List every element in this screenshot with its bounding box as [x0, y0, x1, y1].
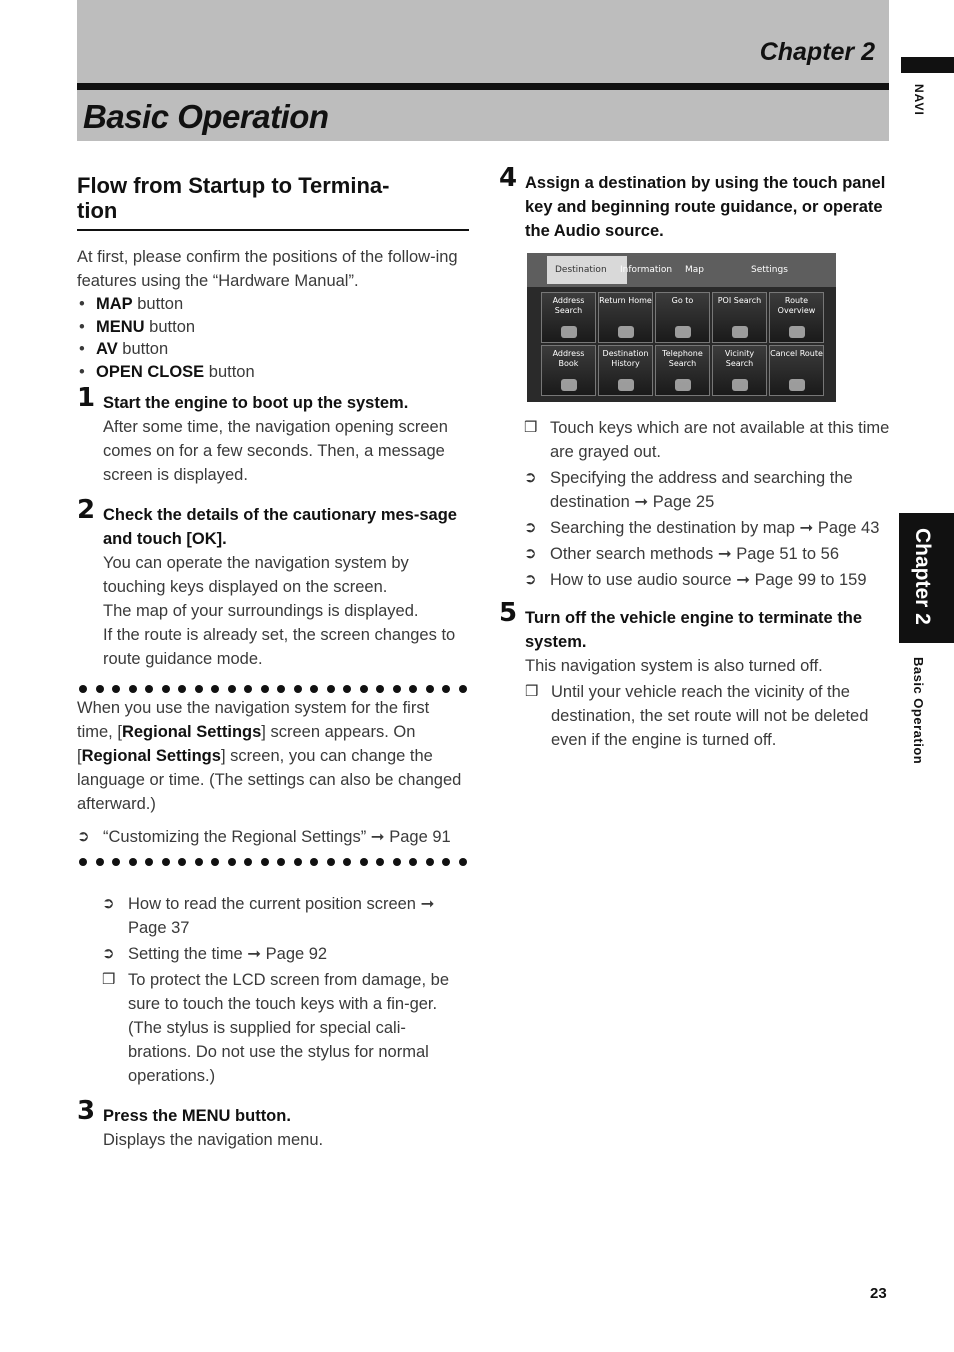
side-marker [901, 57, 954, 73]
title-band [77, 90, 889, 141]
button-list [77, 293, 469, 383]
step-heading: Press the MENU button. [103, 1107, 291, 1125]
step-number: 1 [77, 383, 96, 413]
step-2 [77, 495, 469, 671]
cancel-icon [789, 379, 805, 391]
step-heading: Assign a destination by using the touch panel key and beginning route guidance, or operate the Audio source. [525, 174, 886, 240]
divider-dot [426, 685, 434, 693]
divider-dot [310, 858, 318, 866]
list-item: • MENU button [77, 316, 469, 339]
chapter-label: Chapter 2 [759, 38, 875, 66]
list-item: • MAP button [77, 293, 469, 316]
divider-dot [112, 685, 120, 693]
poi-icon [732, 326, 748, 338]
navigation-menu-screenshot [527, 253, 836, 402]
step-number: 5 [499, 598, 518, 628]
tab-information: Information [620, 265, 673, 275]
divider-dot [145, 685, 153, 693]
divider-dot [409, 858, 417, 866]
key-vicinity-search: Vicinity Search [712, 345, 767, 396]
step-body: This navigation system is also turned off. [525, 657, 823, 675]
header-rule [77, 83, 889, 90]
left-column [77, 170, 469, 1152]
intro-text: At first, please confirm the positions of the follow-ing features using the “Hardware Manual”. [77, 248, 458, 290]
list-item: ❒ Until your vehicle reach the vicinity of the destination, the set route will not be deleted even if the engine is turned off. [525, 680, 894, 752]
divider-dot [145, 858, 153, 866]
arrow-icon: ➲ [524, 519, 537, 536]
right-column [499, 163, 894, 754]
divider-dot [360, 858, 368, 866]
list-item: ➲ Setting the time ➞ Page 92 [102, 942, 469, 966]
star-icon [675, 326, 691, 338]
list-item: ❒ To protect the LCD screen from damage, be sure to touch the touch keys with a fin-ger. (The stylus is supplied for special cali-brations. Do not use the stylus for normal operations.) [102, 968, 469, 1088]
divider-dot [211, 685, 219, 693]
checkbox-icon: ❒ [102, 971, 116, 988]
divider-dot [261, 858, 269, 866]
step-heading: Check the details of the cautionary mes-sage and touch [OK]. [103, 506, 457, 548]
divider-dot [459, 685, 467, 693]
divider-dot [393, 685, 401, 693]
list-item: • AV button [77, 338, 469, 361]
arrow-icon: ➲ [102, 895, 115, 912]
divider-dot [409, 685, 417, 693]
history-icon [618, 379, 634, 391]
divider-dot [360, 685, 368, 693]
divider-dot [129, 685, 137, 693]
divider-dot [426, 858, 434, 866]
step-heading: Turn off the vehicle engine to terminate the system. [525, 609, 863, 651]
step-body: Displays the navigation menu. [103, 1131, 324, 1149]
step-number: 3 [77, 1096, 96, 1126]
divider-dot [442, 685, 450, 693]
divider-dot [79, 685, 87, 693]
home-icon [618, 326, 634, 338]
step-body: After some time, the navigation opening screen comes on for a few seconds. Then, a message screen is displayed. [103, 418, 448, 484]
menu-tab-bar [527, 253, 836, 287]
list-item: • OPEN CLOSE button [77, 361, 469, 384]
side-section-label: Basic Operation [911, 657, 926, 765]
divider-dot [277, 685, 285, 693]
checkbox-icon: ❒ [524, 419, 538, 436]
side-chapter-label: Chapter 2 [911, 528, 934, 625]
key-poi-search: POI Search [712, 292, 767, 343]
tab-map: Map [685, 265, 704, 275]
list-item: ❒ Touch keys which are not available at this time are grayed out. [524, 416, 894, 464]
header-band [77, 0, 889, 83]
step-5 [499, 598, 894, 752]
step-body: The map of your surroundings is displayed. [103, 602, 419, 620]
key-return-home: Return Home [598, 292, 653, 343]
book-icon [561, 379, 577, 391]
divider-dot [294, 858, 302, 866]
menu-key-grid [541, 292, 824, 396]
divider-dot [310, 685, 318, 693]
divider-dot [112, 858, 120, 866]
arrow-icon: ➲ [524, 469, 537, 486]
tab-settings: Settings [751, 265, 788, 275]
step-3 [77, 1096, 469, 1152]
route-icon [789, 326, 805, 338]
divider-dot [96, 685, 104, 693]
key-destination-history: Destination History [598, 345, 653, 396]
key-telephone-search: Telephone Search [655, 345, 710, 396]
divider-dot [178, 685, 186, 693]
list-item: ➲ Specifying the address and searching the destination ➞ Page 25 [524, 466, 894, 514]
step-number: 2 [77, 495, 96, 525]
divider-dot [162, 858, 170, 866]
divider-dot [277, 858, 285, 866]
dot-divider [77, 685, 469, 693]
key-address-book: Address Book [541, 345, 596, 396]
page-title: Basic Operation [83, 98, 329, 135]
divider-dot [162, 685, 170, 693]
divider-dot [459, 858, 467, 866]
arrow-icon: ➲ [77, 828, 90, 845]
divider-dot [343, 858, 351, 866]
page-number: 23 [870, 1285, 887, 1302]
step-heading: Start the engine to boot up the system. [103, 394, 409, 412]
divider-dot [228, 685, 236, 693]
divider-dot [343, 685, 351, 693]
divider-dot [178, 858, 186, 866]
step-body: You can operate the navigation system by touching keys displayed on the screen. [103, 554, 409, 596]
key-route-overview: Route Overview [769, 292, 824, 343]
list-item: ➲ Other search methods ➞ Page 51 to 56 [524, 542, 894, 566]
divider-dot [442, 858, 450, 866]
divider-dot [195, 858, 203, 866]
divider-dot [211, 858, 219, 866]
divider-dot [327, 685, 335, 693]
step-body: If the route is already set, the screen changes to route guidance mode. [103, 626, 456, 668]
divider-dot [244, 685, 252, 693]
regional-reference: ➲ “Customizing the Regional Settings” ➞ Page 91 [77, 828, 451, 846]
divider-dot [228, 858, 236, 866]
divider-dot [327, 858, 335, 866]
list-item: ➲ Searching the destination by map ➞ Page 43 [524, 516, 894, 540]
divider-dot [96, 858, 104, 866]
divider-dot [376, 685, 384, 693]
regional-text: When you use the navigation system for the first time, [Regional Settings] screen appears. On [Regional Settings] screen, you can change the language or time. (The settings can also be changed afterward.) [77, 699, 462, 813]
section-rule [77, 229, 469, 231]
arrow-icon: ➲ [524, 571, 537, 588]
section-title: Flow from Startup to Termina- tion [77, 173, 390, 223]
arrow-icon: ➲ [102, 945, 115, 962]
vicinity-icon [732, 379, 748, 391]
checkbox-icon: ❒ [525, 683, 539, 700]
dot-divider [77, 858, 469, 866]
right-notes [499, 416, 894, 592]
divider-dot [376, 858, 384, 866]
key-go-to: Go to [655, 292, 710, 343]
phone-icon [675, 379, 691, 391]
divider-dot [244, 858, 252, 866]
divider-dot [294, 685, 302, 693]
left-notes [77, 892, 469, 1088]
list-item: ➲ How to use audio source ➞ Page 99 to 159 [524, 568, 894, 592]
side-navi-label: NAVI [912, 84, 926, 116]
list-item: ➲ How to read the current position screen ➞ Page 37 [102, 892, 469, 940]
divider-dot [261, 685, 269, 693]
key-address-search: Address Search [541, 292, 596, 343]
key-cancel-route: Cancel Route [769, 345, 824, 396]
divider-dot [79, 858, 87, 866]
arrow-icon: ➲ [524, 545, 537, 562]
step-1 [77, 383, 469, 487]
divider-dot [129, 858, 137, 866]
divider-dot [195, 685, 203, 693]
tab-destination: Destination [547, 256, 627, 284]
search-icon [561, 326, 577, 338]
divider-dot [393, 858, 401, 866]
step-number: 4 [499, 163, 518, 193]
step-4 [499, 163, 894, 243]
